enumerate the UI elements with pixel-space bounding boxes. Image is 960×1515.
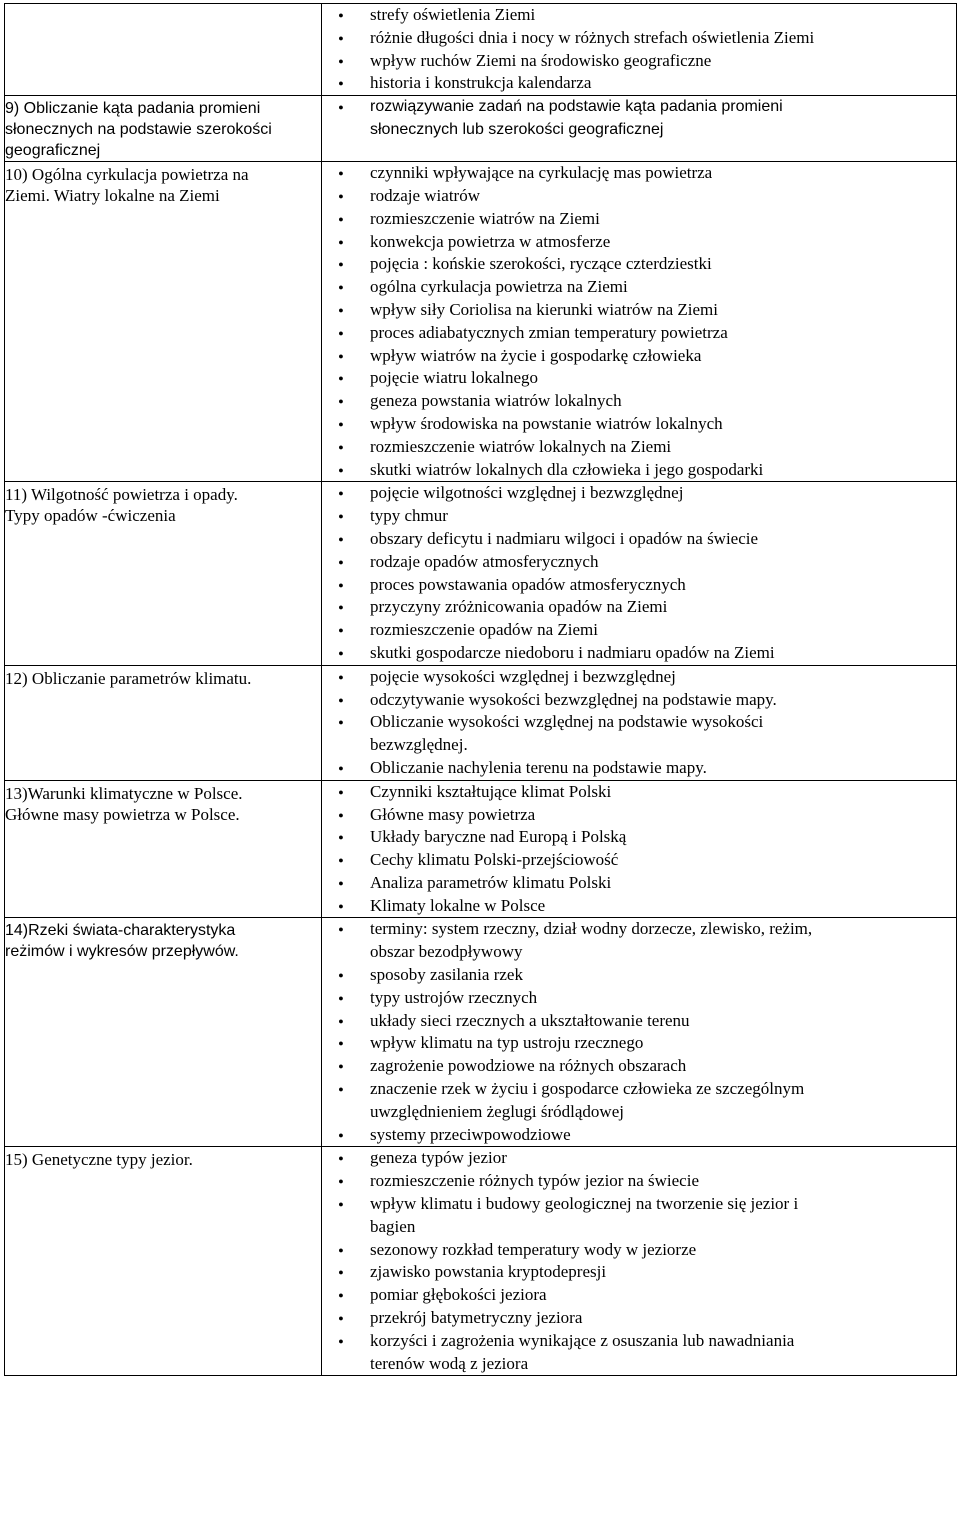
table-row (5, 780, 957, 918)
table-row (5, 918, 957, 1147)
topic-title-line: 14)Rzeki świata-charakterystyka (5, 922, 236, 940)
bullet-icon: ● (338, 1244, 344, 1255)
list-item-text: Obliczanie nachylenia terenu na podstawie mapy. (370, 757, 707, 777)
table-row (5, 96, 957, 162)
list-item (322, 619, 956, 642)
bullet-icon: ● (338, 602, 344, 613)
list-item (322, 1147, 956, 1170)
content-cell (322, 4, 957, 96)
list-item (322, 231, 956, 254)
list-item-text: pojęcia : końskie szerokości, ryczące czterdziestki (370, 254, 712, 274)
list-item-text: wpływ ruchów Ziemi na środowisko geograficzne (370, 50, 712, 70)
list-item (322, 987, 956, 1010)
bullet-icon: ● (338, 488, 344, 499)
content-cell (322, 482, 957, 665)
topic-title-line: 15) Genetyczne typy jezior. (5, 1150, 193, 1170)
list-item-text: przekrój batymetryczny jeziora (370, 1308, 583, 1328)
list-item-text-line: terenów wodą z jeziora (370, 1353, 529, 1373)
bullet-icon: ● (338, 809, 344, 820)
list-item-text: obszary deficytu i nadmiaru wilgoci i opadów na świecie (370, 528, 759, 548)
table-row (5, 482, 957, 665)
bullet-icon: ● (338, 671, 344, 682)
bullet-icon: ● (338, 786, 344, 797)
curriculum-table (4, 3, 957, 1376)
list-item (322, 1010, 956, 1033)
bullet-icon: ● (338, 78, 344, 89)
list-item-text: Klimaty lokalne w Polsce (370, 895, 546, 915)
content-cell (322, 1147, 957, 1376)
list-item-text: sezonowy rozkład temperatury wody w jeziorze (370, 1239, 697, 1259)
list-item-text: wpływ środowiska na powstanie wiatrów lokalnych (370, 413, 723, 433)
list-item-text: typy ustrojów rzecznych (370, 987, 538, 1007)
bullet-icon: ● (338, 304, 344, 315)
topic-cell (5, 482, 322, 665)
bullet-icon: ● (338, 396, 344, 407)
bullet-list (322, 162, 956, 481)
list-item-text: systemy przeciwpowodziowe (370, 1124, 571, 1144)
bullet-icon: ● (338, 992, 344, 1003)
topic-cell (5, 918, 322, 1147)
bullet-icon: ● (338, 350, 344, 361)
list-item-text-line: znaczenie rzek w życiu i gospodarce człowieka ze szczególnym (370, 1079, 805, 1099)
bullet-icon: ● (338, 1061, 344, 1072)
list-item-text: przyczyny zróżnicowania opadów na Ziemi (370, 597, 668, 617)
list-item (322, 551, 956, 574)
bullet-icon: ● (338, 190, 344, 201)
bullet-icon: ● (338, 1313, 344, 1324)
bullet-icon: ● (338, 533, 344, 544)
list-item-text-line: uwzględnieniem żeglugi śródlądowej (370, 1101, 624, 1121)
list-item-text: pojęcie wysokości względnej i bezwzględnej (370, 666, 676, 686)
list-item (322, 666, 956, 689)
list-item (322, 1193, 956, 1239)
topic-cell (5, 162, 322, 482)
list-item-text: skutki wiatrów lokalnych dla człowieka i jego gospodarki (370, 459, 764, 479)
list-item (322, 4, 956, 27)
list-item-text: typy chmur (370, 506, 448, 526)
topic-title-line: słonecznych na podstawie szerokości (5, 121, 272, 139)
list-item (322, 826, 956, 849)
bullet-icon: ● (338, 694, 344, 705)
list-item (322, 918, 956, 964)
bullet-icon: ● (338, 168, 344, 179)
list-item (322, 185, 956, 208)
list-item-text: Czynniki kształtujące klimat Polski (370, 781, 612, 801)
list-item-text: skutki gospodarcze niedoboru i nadmiaru opadów na Ziemi (370, 642, 775, 662)
list-item (322, 72, 956, 95)
bullet-icon: ● (338, 1290, 344, 1301)
topic-title-line: 9) Obliczanie kąta padania promieni (5, 100, 261, 118)
table-row (5, 162, 957, 482)
list-item-text: pojęcie wiatru lokalnego (370, 368, 539, 388)
list-item (322, 1170, 956, 1193)
list-item (322, 849, 956, 872)
bullet-icon: ● (338, 647, 344, 658)
list-item (322, 390, 956, 413)
topic-title-line: 13)Warunki klimatyczne w Polsce. (5, 783, 243, 803)
table-row (5, 665, 957, 780)
list-item-text-line: wpływ klimatu i budowy geologicznej na tworzenie się jezior i (370, 1194, 799, 1214)
bullet-icon: ● (338, 579, 344, 590)
list-item (322, 964, 956, 987)
topic-cell (5, 96, 322, 162)
list-item (322, 276, 956, 299)
list-item-text-line: bagien (370, 1216, 416, 1236)
bullet-icon: ● (338, 1038, 344, 1049)
bullet-icon: ● (338, 213, 344, 224)
list-item-text: zagrożenie powodziowe na różnych obszarach (370, 1056, 687, 1076)
list-item-text-line: Obliczanie wysokości względnej na podstawie wysokości (370, 712, 764, 732)
list-item (322, 711, 956, 757)
list-item (322, 757, 956, 780)
topic-cell (5, 1147, 322, 1376)
topic-cell (5, 780, 322, 918)
list-item-text: układy sieci rzecznych a ukształtowanie terenu (370, 1010, 690, 1030)
bullet-icon: ● (338, 1084, 344, 1095)
list-item (322, 1284, 956, 1307)
list-item (322, 436, 956, 459)
list-item (322, 162, 956, 185)
list-item-text: rodzaje wiatrów (370, 185, 480, 205)
bullet-icon: ● (338, 418, 344, 429)
bullet-icon: ● (338, 511, 344, 522)
bullet-list (322, 781, 956, 918)
topic-title-line: geograficznej (5, 142, 101, 160)
bullet-icon: ● (338, 327, 344, 338)
bullet-icon: ● (338, 10, 344, 20)
bullet-list (322, 96, 956, 142)
list-item (322, 505, 956, 528)
bullet-icon: ● (338, 717, 344, 728)
bullet-icon: ● (338, 970, 344, 981)
list-item (322, 253, 956, 276)
list-item-text: proces adiabatycznych zmian temperatury powietrza (370, 322, 728, 342)
list-item-text: Główne masy powietrza (370, 804, 536, 824)
content-cell (322, 96, 957, 162)
list-item-text: geneza powstania wiatrów lokalnych (370, 391, 622, 411)
list-item-text: Układy baryczne nad Europą i Polską (370, 827, 627, 847)
list-item (322, 459, 956, 482)
topic-title-line: Typy opadów -ćwiczenia (5, 506, 176, 526)
bullet-icon: ● (338, 464, 344, 475)
list-item-text: Analiza parametrów klimatu Polski (370, 872, 612, 892)
bullet-icon: ● (338, 855, 344, 866)
list-item (322, 596, 956, 619)
list-item (322, 781, 956, 804)
list-item-text: wpływ siły Coriolisa na kierunki wiatrów na Ziemi (370, 299, 718, 319)
topic-title-line: Ziemi. Wiatry lokalne na Ziemi (5, 186, 220, 206)
list-item (322, 642, 956, 665)
content-cell (322, 918, 957, 1147)
list-item (322, 322, 956, 345)
bullet-icon: ● (338, 877, 344, 888)
bullet-icon: ● (338, 1129, 344, 1140)
list-item (322, 804, 956, 827)
bullet-icon: ● (338, 762, 344, 773)
list-item (322, 872, 956, 895)
bullet-icon: ● (338, 1199, 344, 1210)
bullet-list (322, 918, 956, 1146)
topic-title-line: reżimów i wykresów przepływów. (5, 943, 239, 961)
bullet-list (322, 1147, 956, 1375)
list-item-text: Cechy klimatu Polski-przejściowość (370, 850, 619, 870)
bullet-icon: ● (338, 102, 344, 113)
bullet-icon: ● (338, 556, 344, 567)
list-item (322, 345, 956, 368)
bullet-icon: ● (338, 1176, 344, 1187)
bullet-icon: ● (338, 625, 344, 636)
bullet-icon: ● (338, 1015, 344, 1026)
list-item-text: rozmieszczenie różnych typów jezior na świecie (370, 1171, 699, 1191)
bullet-icon: ● (338, 32, 344, 43)
list-item-text: strefy oświetlenia Ziemi (370, 5, 536, 24)
list-item-text: pojęcie wilgotności względnej i bezwzględnej (370, 483, 684, 503)
list-item (322, 1055, 956, 1078)
list-item (322, 895, 956, 918)
list-item (322, 1032, 956, 1055)
topic-cell (5, 665, 322, 780)
topic-title-line: 12) Obliczanie parametrów klimatu. (5, 668, 252, 688)
bullet-icon: ● (338, 1267, 344, 1278)
bullet-icon: ● (338, 832, 344, 843)
topic-cell (5, 4, 322, 96)
list-item (322, 528, 956, 551)
list-item (322, 50, 956, 73)
list-item (322, 689, 956, 712)
list-item-text: rozmieszczenie opadów na Ziemi (370, 620, 598, 640)
list-item (322, 1124, 956, 1147)
list-item-text: rodzaje opadów atmosferycznych (370, 551, 599, 571)
list-item-text: geneza typów jezior (370, 1148, 507, 1168)
list-item-text-line: obszar bezodpływowy (370, 942, 523, 962)
list-item (322, 482, 956, 505)
list-item (322, 367, 956, 390)
list-item-text: sposoby zasilania rzek (370, 965, 523, 985)
list-item-text: rozmieszczenie wiatrów na Ziemi (370, 208, 600, 228)
list-item-text: rozmieszczenie wiatrów lokalnych na Ziemi (370, 436, 672, 456)
bullet-icon: ● (338, 55, 344, 66)
list-item (322, 574, 956, 597)
bullet-icon: ● (338, 441, 344, 452)
list-item-text-line: terminy: system rzeczny, dział wodny dorzecze, zlewisko, reżim, (370, 919, 813, 939)
bullet-icon: ● (338, 373, 344, 384)
content-cell (322, 780, 957, 918)
list-item (322, 1261, 956, 1284)
list-item-text: ogólna cyrkulacja powietrza na Ziemi (370, 277, 628, 297)
content-cell (322, 665, 957, 780)
list-item (322, 1307, 956, 1330)
table-row (5, 1147, 957, 1376)
list-item-text: historia i konstrukcja kalendarza (370, 73, 592, 93)
list-item-text: pomiar głębokości jeziora (370, 1285, 547, 1305)
list-item (322, 1330, 956, 1376)
content-cell (322, 162, 957, 482)
list-item-text: odczytywanie wysokości bezwzględnej na podstawie mapy. (370, 689, 777, 709)
bullet-list (322, 482, 956, 664)
list-item (322, 1239, 956, 1262)
list-item (322, 208, 956, 231)
bullet-icon: ● (338, 259, 344, 270)
list-item-text: konwekcja powietrza w atmosferze (370, 231, 611, 251)
bullet-icon: ● (338, 924, 344, 935)
list-item-text: proces powstawania opadów atmosferycznych (370, 574, 686, 594)
list-item (322, 96, 956, 142)
list-item-text: wpływ klimatu na typ ustroju rzecznego (370, 1033, 644, 1053)
bullet-icon: ● (338, 1153, 344, 1164)
list-item (322, 27, 956, 50)
topic-title-line: 10) Ogólna cyrkulacja powietrza na (5, 165, 249, 185)
bullet-icon: ● (338, 236, 344, 247)
bullet-icon: ● (338, 900, 344, 911)
list-item (322, 1078, 956, 1124)
list-item-text-line: korzyści i zagrożenia wynikające z osuszania lub nawadniania (370, 1330, 795, 1350)
list-item-text-line: słonecznych lub szerokości geograficznej (370, 120, 664, 138)
list-item-text-line: rozwiązywanie zadań na podstawie kąta padania promieni (370, 98, 783, 116)
topic-title-line: Główne masy powietrza w Polsce. (5, 804, 240, 824)
bullet-list (322, 666, 956, 780)
list-item (322, 299, 956, 322)
list-item-text-line: bezwzględnej. (370, 735, 468, 755)
topic-title-line: 11) Wilgotność powietrza i opady. (5, 485, 238, 505)
list-item-text: wpływ wiatrów na życie i gospodarkę człowieka (370, 345, 702, 365)
list-item-text: zjawisko powstania kryptodepresji (370, 1262, 607, 1282)
list-item (322, 413, 956, 436)
bullet-icon: ● (338, 1335, 344, 1346)
bullet-icon: ● (338, 282, 344, 293)
table-row (5, 4, 957, 96)
list-item-text: różnie długości dnia i nocy w różnych strefach oświetlenia Ziemi (370, 27, 815, 47)
bullet-list (322, 4, 956, 95)
list-item-text: czynniki wpływające na cyrkulację mas powietrza (370, 163, 713, 183)
